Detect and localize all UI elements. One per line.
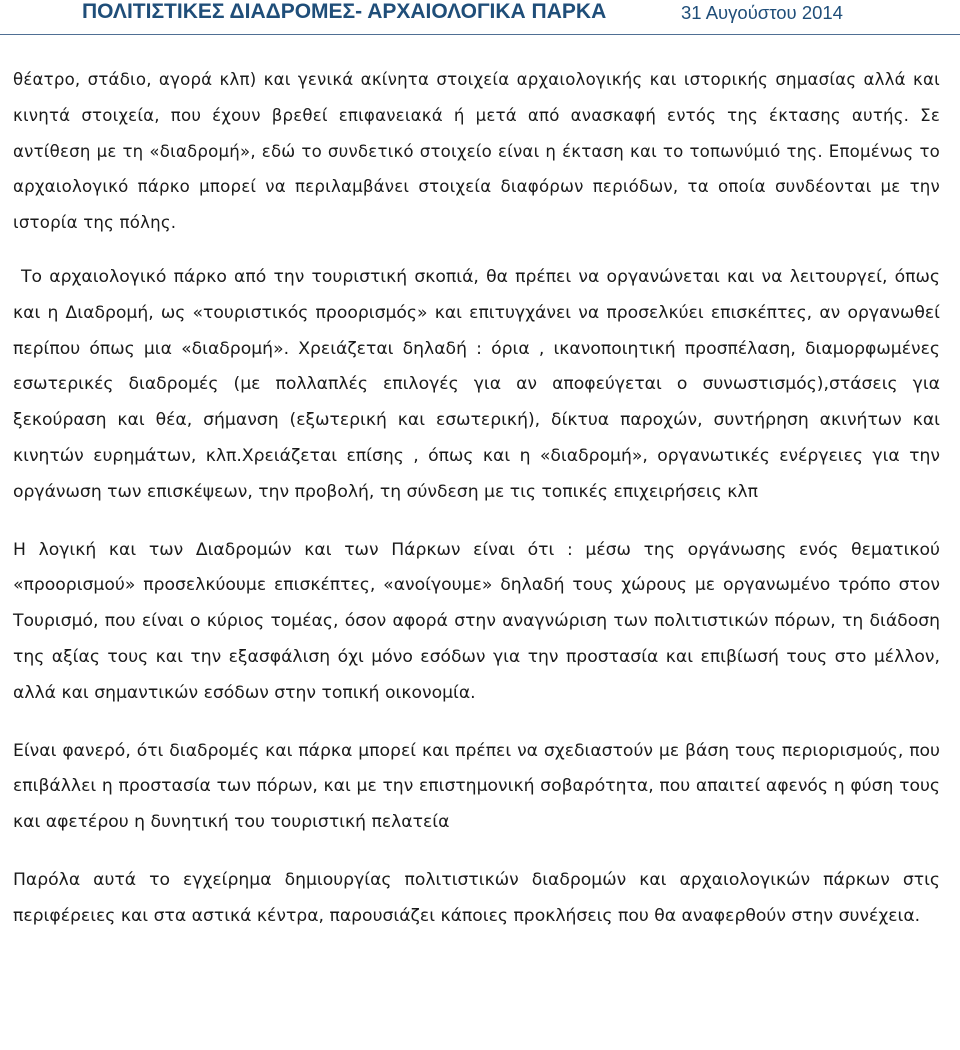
paragraph-4: Είναι φανερό, ότι διαδρομές και πάρκα μπορεί και πρέπει να σχεδιαστούν με βάση τους περιορισμούς, που επιβάλλει η προστασία των πόρων, και με την επιστημονική σοβαρότητα, που απαιτεί αφενός η φύση τους και αφετέρου η δυνητική του τουριστική πελατεία: [13, 740, 940, 833]
paragraph-3: Η λογική και των Διαδρομών και των Πάρκων είναι ότι : μέσω της οργάνωσης ενός θεματικού «προορισμού» προσελκύουμε επισκέπτες, «ανοίγουμε» δηλαδή τους χώρους με οργανωμένο τρόπο στον Τουρισμό, που είναι ο κύριος τομέας, όσον αφορά στην αναγνώριση των πολιτιστικών πόρων, τη διάδοση της αξίας τους και την εξασφάλιση όχι μόνο εσόδων για την προστασία και επιβίωσή τους στο μέλλον, αλλά και σημαντικών εσόδων στην τοπική οικονομία.: [13, 539, 940, 703]
page-header: [0, 0, 960, 35]
document-title: ΠΟΛΙΤΙΣΤΙΚΕΣ ΔΙΑΔΡΟΜΕΣ- ΑΡΧΑΙΟΛΟΓΙΚΑ ΠΑΡΚΑ: [82, 0, 607, 23]
paragraph-1: θέατρο, στάδιο, αγορά κλπ) και γενικά ακίνητα στοιχεία αρχαιολογικής και ιστορικής σημασίας αλλά και κινητά στοιχεία, που έχουν βρεθεί επιφανειακά ή μετά από ανασκαφή εντός της έκτασης αυτής. Σε αντίθεση με τη «διαδρομή», εδώ το συνδετικό στοιχείο είναι η έκταση και το τοπωνύμιό της. Επομένως το αρχαιολογικό πάρκο μπορεί να περιλαμβάνει στοιχεία διαφόρων περιόδων, τα οποία συνδέονται με την ιστορία της πόλης.: [13, 70, 940, 233]
paragraph-5: Παρόλα αυτά το εγχείρημα δημιουργίας πολιτιστικών διαδρομών και αρχαιολογικών πάρκων στις περιφέρειες και στα αστικά κέντρα, παρουσιάζει κάποιες προκλήσεις που θα αναφερθούν στην συνέχεια.: [13, 869, 940, 926]
paragraph-2: Το αρχαιολογικό πάρκο από την τουριστική σκοπιά, θα πρέπει να οργανώνεται και να λειτουργεί, όπως και η Διαδρομή, ως «τουριστικός προορισμός» και επιτυγχάνει να προσελκύει επισκέπτες, αν οργανωθεί περίπου όπως μια «διαδρομή». Χρειάζεται δηλαδή : όρια , ικανοποιητική προσπέλαση, διαμορφωμένες εσωτερικές διαδρομές (με πολλαπλές επιλογές για αν αποφεύγεται ο συνωστισμός),στάσεις για ξεκούραση και θέα, σήμανση (εξωτερική και εσωτερική), δίκτυα παροχών, συντήρηση ακινήτων και κινητών ευρημάτων, κλπ.Χρειάζεται επίσης , όπως και η «διαδρομή», οργανωτικές ενέργειες για την οργάνωση των επισκέψεων, την προβολή, τη σύνδεση με τις τοπικές επιχειρήσεις κλπ: [13, 266, 940, 502]
document-body: [13, 62, 940, 935]
document-date: 31 Αυγούστου 2014: [681, 2, 843, 23]
